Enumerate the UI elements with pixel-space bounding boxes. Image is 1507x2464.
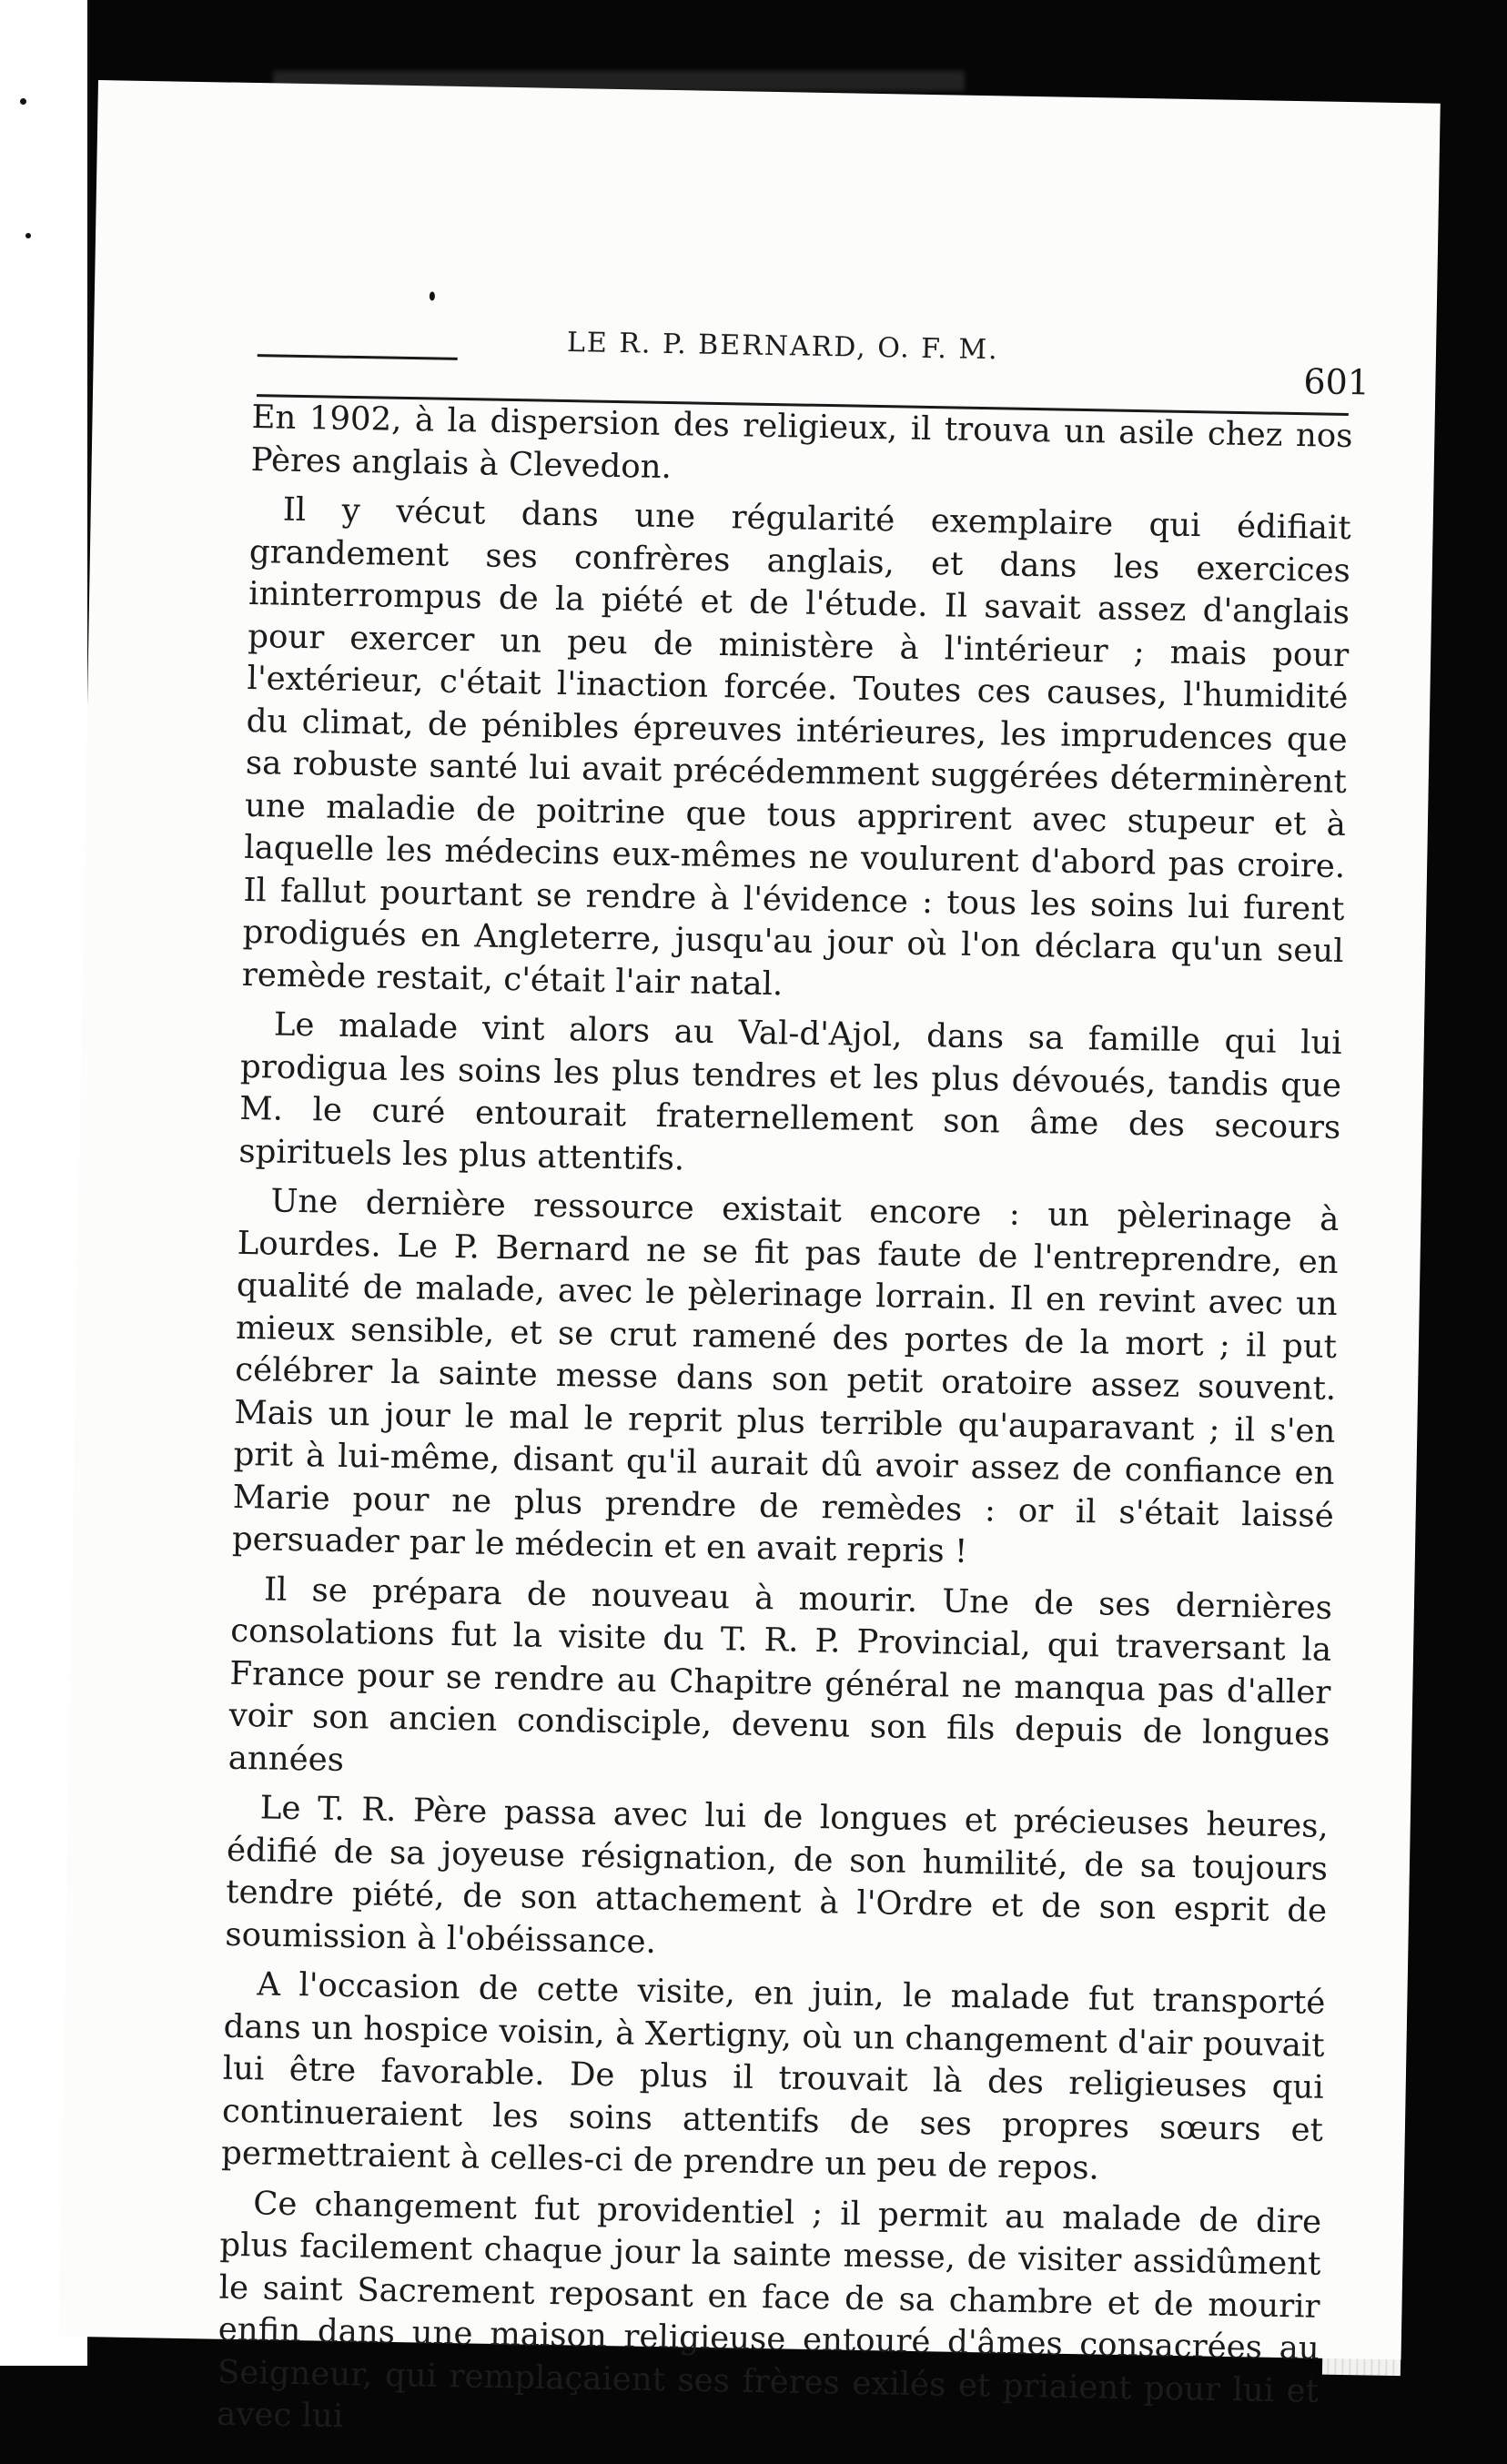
header-rule-left xyxy=(258,354,458,360)
paragraph: En 1902, à la dispersion des religieux, il trouva un asile chez nos Pères anglais à Clevedon. xyxy=(250,399,1353,486)
page-number: 601 xyxy=(1303,361,1370,403)
paragraph: Une dernière ressource existait encore : un pèlerinage à Lourdes. Le P. Bernard ne se fit pas faute de l'entreprendre, en qualité de malade, avec le pèlerinage lorrain. Il en revint avec un mieux sensible, et se crut ramené des portes de la mort ; il put célébrer la sainte messe dans son petit oratoire assez souvent. Mais un jour le mal le reprit plus terrible qu'auparavant ; il s'en prit à lui-même, disant qu'il aurait dû avoir assez de confiance en Marie pour ne plus prendre de remèdes : or il s'était laissé persuader par le médecin et en avait repris ! xyxy=(231,1182,1340,1570)
paragraph: Le T. R. Père passa avec lui de longues et précieuses heures, édifié de sa joyeuse résignation, de son humilité, de sa toujours tendre piété, de son attachement à l'Ordre et de son esprit de soumission à l'obéissance. xyxy=(225,1789,1330,1961)
paragraph: Il y vécut dans une régularité exemplaire qui édifiait grandement ses confrères anglais, et dans les exercices ininterrompus de la piété et de l'étude. Il savait assez d'anglais pour exercer un peu de ministère à l'intérieur ; mais pour l'extérieur, c'était l'inaction forcée. Toutes ces causes, l'humidité du climat, de pénibles épreuves intérieures, les imprudences que sa robuste santé lui avait précédemment suggérées déterminèrent une maladie de poitrine que tous apprirent avec stupeur et à laquelle les médecins eux-mêmes ne voulurent d'abord pas croire. Il fallut pourtant se rendre à l'évidence : tous les soins lui furent prodigués en Angleterre, jusqu'au jour où l'on déclara qu'un seul remède restait, c'était l'air natal. xyxy=(241,490,1351,1003)
dust-speck xyxy=(25,233,31,238)
paragraph: A l'occasion de cette visite, en juin, le malade fut transporté dans un hospice voisin, à Xertigny, où un changement d'air pouvait lui être favorable. De plus il trouvait là des religieuses qui continueraient les soins attentifs de ses propres sœurs et permettraient à celles-ci de prendre un peu de repos. xyxy=(220,1965,1326,2187)
ink-mark xyxy=(430,291,435,300)
paragraph: Il se prépara de nouveau à mourir. Une de ses dernières consolations fut la visite du T. R. P. Provincial, qui traversant la France pour se rendre au Chapitre général ne manqua pas d'aller voir son ancien condisciple, devenu son fils depuis de longues années xyxy=(228,1570,1333,1779)
running-head xyxy=(257,321,1370,403)
book-page xyxy=(59,80,1441,2436)
dust-speck xyxy=(20,98,26,105)
paragraph: Le malade vint alors au Val-d'Ajol, dans sa famille qui lui prodigua les soins les plus tendres et les plus dévoués, tandis que M. le curé entourait fraternellement son âme des secours spirituels les plus attentifs. xyxy=(238,1005,1343,1177)
paragraph: Ce changement fut providentiel ; il permit au malade de dire plus facilement chaque jour la sainte messe, de visiter assidûment le saint Sacrement reposant en face de sa chambre et de mourir enfin dans une maison religieuse entouré d'âmes consacrées au Seigneur, qui remplaçaient ses frères exilés et priaient pour lui et avec lui xyxy=(216,2184,1322,2436)
body-text xyxy=(217,397,1353,2462)
running-head-title: LE R. P. BERNARD, O. F. M. xyxy=(566,327,999,367)
